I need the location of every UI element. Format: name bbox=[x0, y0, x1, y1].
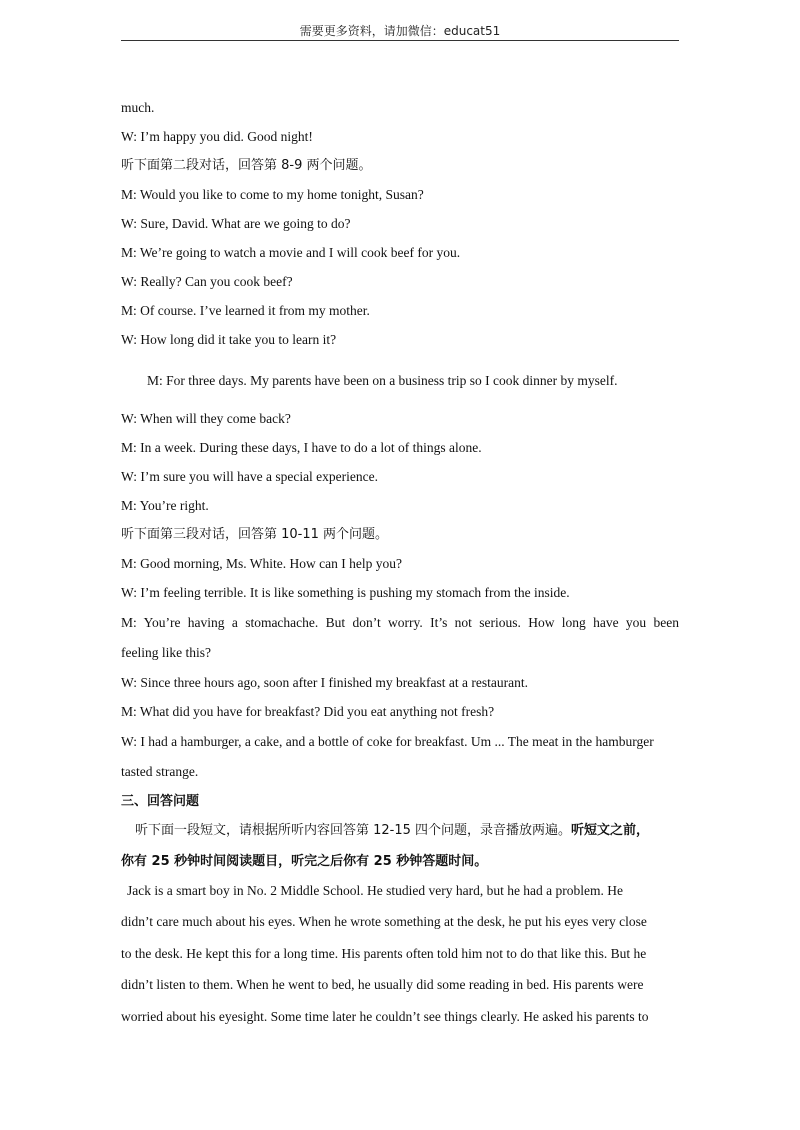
text-line: tasted strange. bbox=[121, 764, 199, 779]
text-line: W: I’m feeling terrible. It is like something is pushing my stomach from the inside. bbox=[121, 585, 570, 600]
passage-line: Jack is a smart boy in No. 2 Middle School. He studied very hard, but he had a problem. He bbox=[127, 883, 624, 898]
text-line: W: When will they come back? bbox=[121, 411, 291, 426]
section-heading: 三、回答问题 bbox=[121, 794, 200, 809]
text-line: W: I’m happy you did. Good night! bbox=[121, 129, 313, 144]
instruction-text: 听下面一段短文，请根据所听内容回答第 12-15 四个问题，录音播放两遍。 bbox=[135, 823, 572, 838]
passage-line: worried about his eyesight. Some time later he couldn’t see things clearly. He asked his parents to bbox=[121, 1009, 649, 1024]
text-line: W: I’m sure you will have a special experience. bbox=[121, 469, 379, 484]
header-rule bbox=[121, 40, 679, 41]
section-instruction: 听下面第三段对话，回答第 10-11 两个问题。 bbox=[121, 527, 389, 542]
text-line: W: Since three hours ago, soon after I finished my breakfast at a restaurant. bbox=[121, 675, 528, 690]
passage-line: didn’t listen to them. When he went to bed, he usually did some reading in bed. His parents were bbox=[121, 977, 644, 992]
text-line: M: Would you like to come to my home tonight, Susan? bbox=[121, 187, 424, 202]
text-line: M: Of course. I’ve learned it from my mother. bbox=[121, 303, 370, 318]
text-line: M: You’re having a stomachache. But don’t worry. It’s not serious. How long have you been bbox=[121, 615, 679, 630]
text-line: M: What did you have for breakfast? Did you eat anything not fresh? bbox=[121, 704, 495, 719]
passage-line: didn’t care much about his eyes. When he wrote something at the desk, he put his eyes very close bbox=[121, 914, 647, 929]
text-line: W: I had a hamburger, a cake, and a bottle of coke for breakfast. Um ... The meat in the hamburger bbox=[121, 734, 654, 749]
instruction-bold: 听短文之前， bbox=[571, 823, 650, 838]
text-line: M: For three days. My parents have been on a business trip so I cook dinner by myself. bbox=[147, 373, 618, 388]
text-line: M: We’re going to watch a movie and I will cook beef for you. bbox=[121, 245, 461, 260]
text-line: W: How long did it take you to learn it? bbox=[121, 332, 337, 347]
page-header: 需要更多资料，请加微信：educat51 bbox=[299, 24, 501, 38]
text-line: M: In a week. During these days, I have to do a lot of things alone. bbox=[121, 440, 482, 455]
section-instruction bbox=[135, 822, 679, 840]
section-instruction-bold: 你有 25 秒钟时间阅读题目，听完之后你有 25 秒钟答题时间。 bbox=[121, 854, 488, 869]
text-line: W: Really? Can you cook beef? bbox=[121, 274, 293, 289]
text-line: feeling like this? bbox=[121, 645, 211, 660]
text-line: much. bbox=[121, 100, 155, 115]
text-line: M: Good morning, Ms. White. How can I help you? bbox=[121, 556, 402, 571]
text-line: W: Sure, David. What are we going to do? bbox=[121, 216, 351, 231]
passage-line: to the desk. He kept this for a long time. His parents often told him not to do that like this. But he bbox=[121, 946, 647, 961]
section-instruction: 听下面第二段对话，回答第 8-9 两个问题。 bbox=[121, 158, 372, 173]
text-line: M: You’re right. bbox=[121, 498, 209, 513]
